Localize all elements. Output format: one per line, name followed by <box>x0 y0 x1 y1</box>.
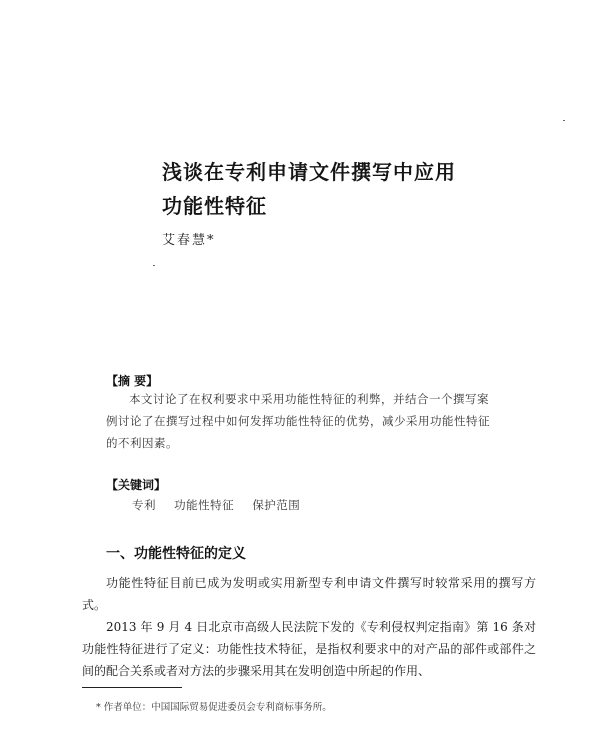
abstract-text: 本文讨论了在权利要求中采用功能性特征的利弊，并结合一个撰写案例讨论了在撰写过程中如何发挥功能性特征的优势，减少采用功能性特征的不利因素。 <box>106 392 490 450</box>
abstract-label: 【摘 要】 <box>106 374 159 388</box>
footnote-divider <box>82 687 182 688</box>
scan-speck <box>153 265 155 266</box>
scan-speck <box>563 120 565 121</box>
paper-title-line1: 浅谈在专利申请文件撰写中应用 <box>162 160 456 184</box>
keywords-list <box>132 497 314 513</box>
body-paragraph: 2013 年 9 月 4 日北京市高级人民法院下发的《专利侵权判定指南》第 16 条对功能性特征进行了定义：功能性技术特征，是指权利要求中的对产品的部件或部件之间的配合关系或者对方法的步骤采用其在发明创造中所起的作用、 <box>82 620 536 678</box>
body-text <box>82 572 536 682</box>
keyword-item: 专利 <box>132 498 156 512</box>
body-paragraph: 功能性特征目前已成为发明或实用新型专利申请文件撰写时较常采用的撰写方式。 <box>82 576 536 612</box>
keyword-item: 功能性特征 <box>174 498 235 512</box>
keyword-item: 保护范围 <box>252 498 301 512</box>
footnote: * 作者单位：中国国际贸易促进委员会专利商标事务所。 <box>96 702 332 713</box>
section-heading: 一、功能性特征的定义 <box>106 546 246 562</box>
keywords-label: 【关键词】 <box>106 478 167 492</box>
author-name: 艾春慧* <box>162 233 216 248</box>
paper-title-line2: 功能性特征 <box>162 194 267 218</box>
